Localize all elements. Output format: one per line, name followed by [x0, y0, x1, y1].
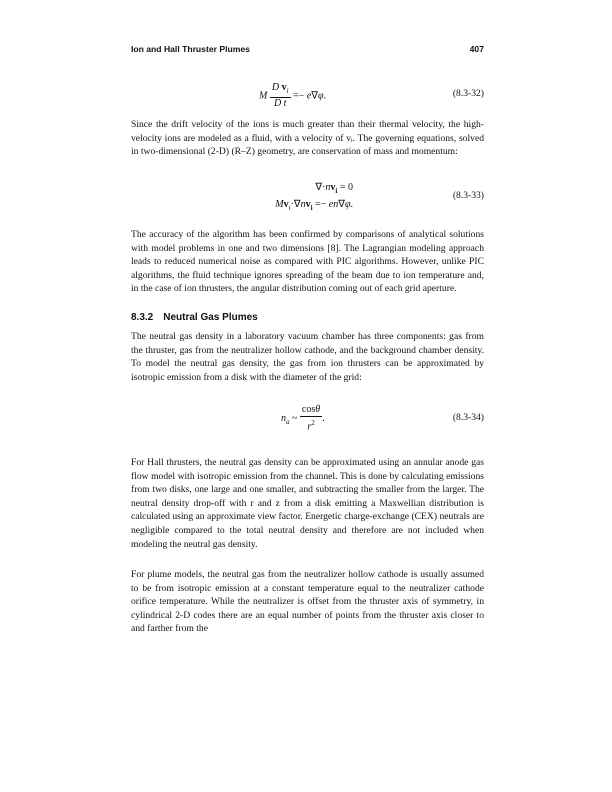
running-title: Ion and Hall Thruster Plumes [131, 44, 250, 54]
equation-8-3-33-body: $\nabla\cdot nv_i = 0$ $Mv_i\cdot\nabla nv_i =- en\nabla\varphi$. [275, 182, 353, 212]
section-number: 8.3.2 [131, 312, 154, 323]
equation-8-3-33 [131, 181, 484, 213]
equation-8-3-32 [131, 80, 484, 110]
paragraph-plume-models: For plume models, the neutral gas from the neutralizer hollow cathode is usually assumed to be from isotropic emission at a constant temperature equal to the neutralizer cathode orifice temperature. While the neutralizer is offset from the thruster axis of symmetry, in cylindrical 2-D codes there are an equal number of points from the thruster axis closer to and farther from the [131, 569, 484, 635]
equation-number: (8.3-33) [452, 190, 484, 201]
paragraph-ion-fluid: Since the drift velocity of the ions is much greater than their thermal velocity, the high-velocity ions are modeled as a fluid, with a velocity of vᵢ. The governing equations, solved in two-dimensional (2-D) (R–Z) geometry, are conservation of mass and momentum: [131, 119, 484, 158]
page-number: 407 [469, 44, 484, 54]
running-header [131, 44, 484, 58]
paragraph-neutral-density: The neutral gas density in a laboratory vacuum chamber has three components: gas from the thruster, gas from the neutralizer hollow cathode, and the background chamber density. To model the neutral gas density, the gas from ion thrusters can be approximated by isotropic emission from a disk with the diameter of the grid: [131, 331, 484, 383]
paragraph-algorithm-accuracy: The accuracy of the algorithm has been confirmed by comparisons of analytical solutions with model problems in one and two dimensions [8]. The Lagrangian modeling approach leads to reduced numerical noise as compared with PIC algorithms. However, unlike PIC algorithms, the fluid technique ignores spreading of the beam due to ion temperature and, in the case of ion thrusters, the angular distribution coming out of each grid aperture. [131, 229, 484, 295]
paragraph-hall-thrusters: For Hall thrusters, the neutral gas density can be approximated using an annular anode gas flow model with isotropic emission from the channel. This is done by calculating emissions from two disks, one large and one smaller, and subtracting the smaller from the larger. The neutral density drop-off with r and z from a disk emitting a Maxwellian distribution is calculated using an approximate view factor. Energetic charge-exchange (CEX) neutrals are negligible compared to the total neutral density and therefore are not included when modeling the neutral gas density. [131, 457, 484, 550]
section-heading [131, 312, 258, 323]
section-title: Neutral Gas Plumes [163, 312, 258, 323]
equation-8-3-34 [131, 402, 484, 438]
equation-number: (8.3-32) [452, 88, 484, 99]
equation-8-3-34-body: $n_a$ ~ $\frac{\cos\theta}{r^2}$ . [281, 404, 325, 433]
equation-number: (8.3-34) [452, 412, 484, 423]
equation-8-3-32-body: M $\frac{D v_i}{\text{D t}}$ =− e∇φ. [259, 82, 327, 109]
